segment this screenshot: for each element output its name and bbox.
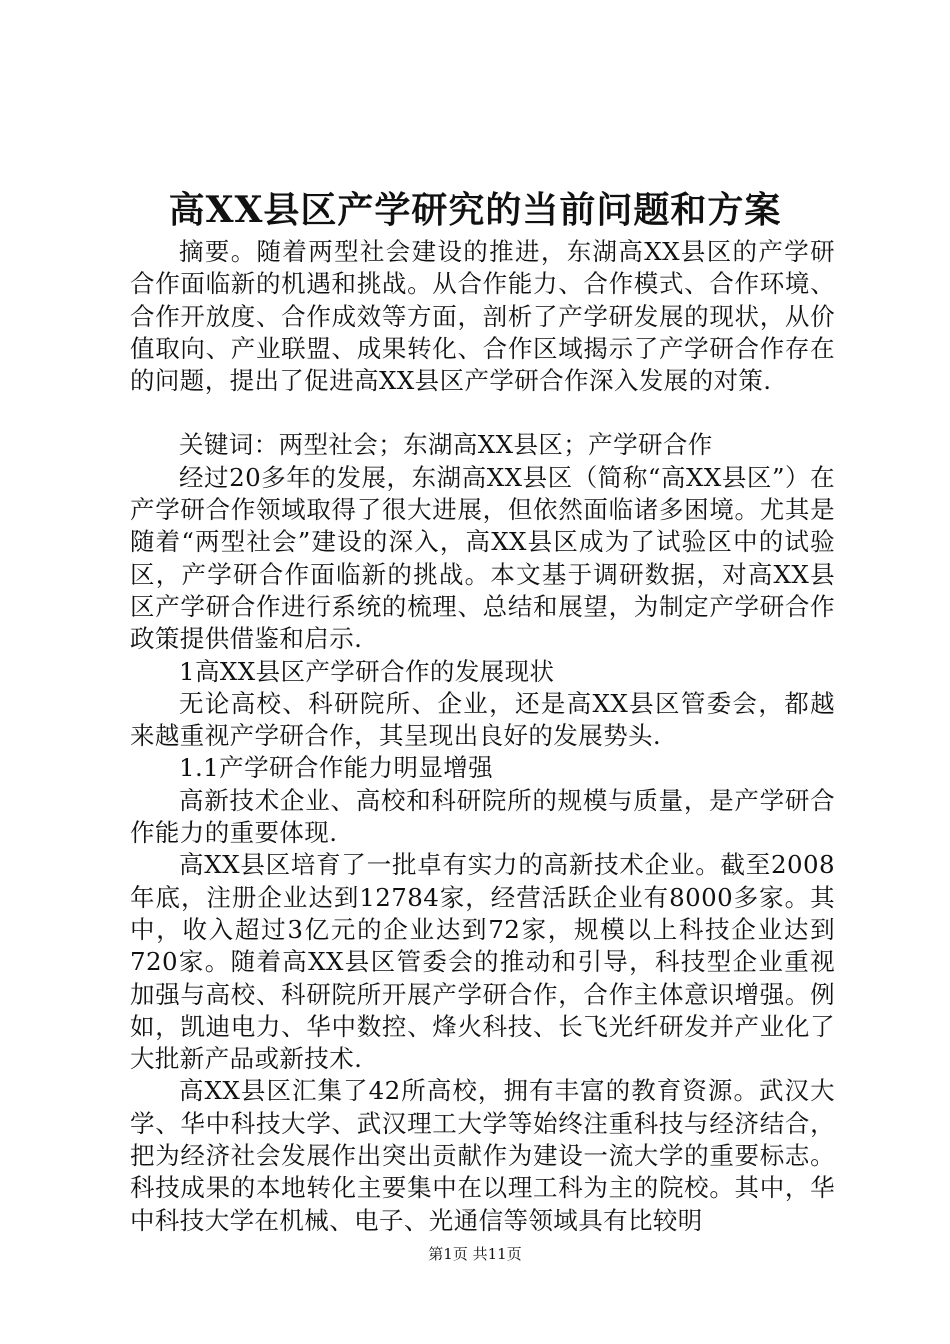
body-paragraph: 无论高校、科研院所、企业，还是高XX县区管委会，都越来越重视产学研合作，其呈现出良好的发展势头. [130, 688, 835, 751]
page-number-footer: 第1页 共11页 [428, 1245, 522, 1263]
body-paragraph: 高新技术企业、高校和科研院所的规模与质量，是产学研合作能力的重要体现. [130, 785, 835, 848]
body-paragraph: 高XX县区汇集了42所高校，拥有丰富的教育资源。武汉大学、华中科技大学、武汉理工大学等始终注重科技与经济结合，把为经济社会发展作出突出贡献作为建设一流大学的重要标志。科技成果的本地转化主要集中在以理工科为主的院校。其中，华中科技大学在机械、电子、光通信等领域具有比较明 [130, 1076, 835, 1235]
keywords-paragraph: 关键词：两型社会；东湖高XX县区；产学研合作 [179, 430, 713, 460]
body-paragraph: 高XX县区培育了一批卓有实力的高新技术企业。截至2008年底，注册企业达到12784家，经营活跃企业有8000多家。其中，收入超过3亿元的企业达到72家，规模以上科技企业达到720家。随着高XX县区管委会的推动和引导，科技型企业重视加强与高校、科研院所开展产学研合作，合作主体意识增强。例如，凯迪电力、华中数控、烽火科技、长飞光纤研发并产业化了大批新产品或新技术. [130, 850, 835, 1074]
abstract-paragraph: 摘要。随着两型社会建设的推进，东湖高XX县区的产学研合作面临新的机遇和挑战。从合作能力、合作模式、合作环境、合作开放度、合作成效等方面，剖析了产学研发展的现状，从价值取向、产业联盟、成果转化、合作区域揭示了产学研合作存在的问题，提出了促进高XX县区产学研合作深入发展的对策. [130, 237, 835, 396]
document-title: 高XX县区产学研究的当前问题和方案 [168, 189, 782, 231]
subsection-heading-1-1: 1.1产学研合作能力明显增强 [179, 753, 494, 783]
section-heading-1: 1高XX县区产学研合作的发展现状 [179, 656, 555, 686]
document-body [130, 236, 835, 1237]
intro-paragraph: 经过20多年的发展，东湖高XX县区（简称“高XX县区”）在产学研合作领域取得了很大进展，但依然面临诸多困境。尤其是随着“两型社会”建设的深入，高XX县区成为了试验区中的试验区，产学研合作面临新的挑战。本文基于调研数据，对高XX县区产学研合作进行系统的梳理、总结和展望，为制定产学研合作政策提供借鉴和启示. [130, 462, 835, 654]
